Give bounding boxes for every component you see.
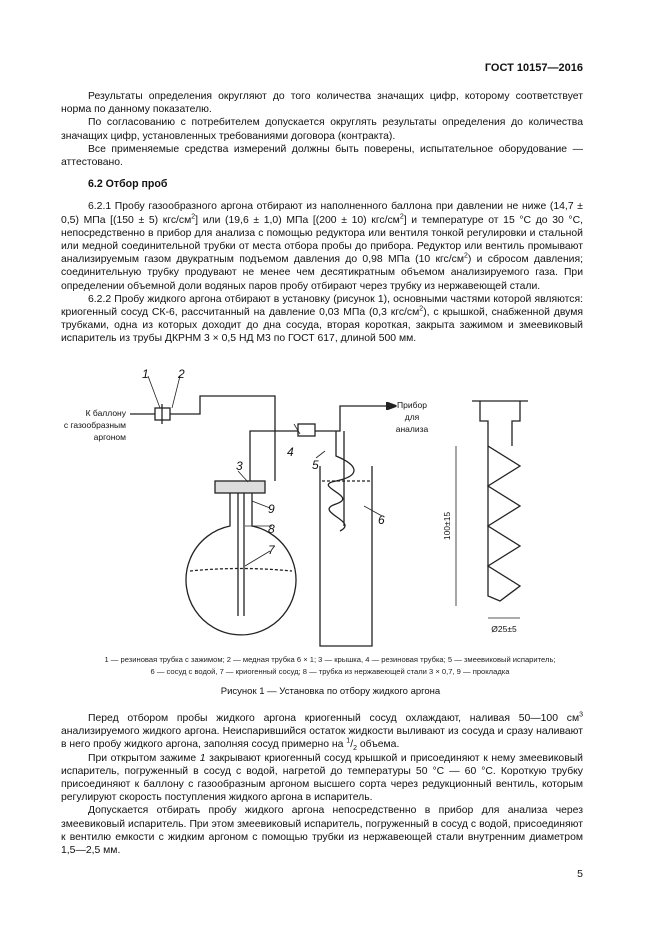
source-note: с газообразным <box>63 420 126 430</box>
paragraph-6-2-2: 6.2.2 Пробу жидкого аргона отбирают в установку (рисунок 1), основными частями которой являются: криогенный сосуд СК-6, рассчитанный на давление 0,03 МПа (0,3 кгс/$см^2$), с крышкой, снабженной двумя трубками, одна из которых доходит до дна сосуда, вторая короткая, закрыта зажимом и змеевиковый испаритель из трубы ДКРНМ 3 × 0,5 НД М3 по ГОСТ 617, длиной 500 мм. <box>61 293 584 345</box>
callout-1: 1 <box>142 367 149 381</box>
diameter-dimension: Ø25±5 <box>491 624 517 634</box>
figure-1-apparatus <box>0 366 661 651</box>
callout-5: 5 <box>312 458 319 472</box>
source-note: аргоном <box>93 432 126 442</box>
paragraph: При открытом зажиме 1 закрывают криогенный сосуд крышкой и присоединяют к нему змеевиковый испаритель, погруженный в сосуд с водой, нагретой до температуры 50 °С — 60 °С. Короткую трубку присоединяют к баллону с газообразным аргоном высшего сорта через редукционный вентиль, которым регулируют скорость поступления жидкого аргона в испаритель. <box>61 752 583 804</box>
callout-4: 4 <box>287 445 294 459</box>
paragraph: По согласованию с потребителем допускается округлять результаты определения до количества значащих цифр, установленных требованиями договора (контракта). <box>61 117 583 142</box>
callout-8: 8 <box>268 522 275 536</box>
instrument-note: Прибор <box>397 400 427 410</box>
paragraph: Перед отбором пробы жидкого аргона криогенный сосуд охлаждают, наливая 50—100 $см^3$ анализируемого жидкого аргона. Неиспарившийся остаток жидкости выливают из сосуда и сразу наливают в него пробу жидкого аргона, заполняя сосуд примерно на $^1/_2$ объема. <box>61 711 583 753</box>
paragraph: Допускается отбирать пробу жидкого аргона непосредственно в прибор для анализа через змеевиковый испаритель. При этом змеевиковый испаритель, погруженный в сосуд с водой, присоединяют к вентилю емкости с жидким аргоном с помощью трубки из нержавеющей стали внутренним диаметром 1,5—2,5 мм. <box>61 805 583 857</box>
callout-3: 3 <box>236 459 243 473</box>
callout-6: 6 <box>378 513 385 527</box>
callout-2: 2 <box>178 367 185 381</box>
source-note: К баллону <box>85 408 126 418</box>
instrument-note: анализа <box>395 424 429 434</box>
callout-7: 7 <box>268 543 275 557</box>
figure-legend: 1 — резиновая трубка с зажимом; 2 — медная трубка 6 × 1; 3 — крышка, 4 — резиновая трубка; 5 — змеевиковый испаритель; 6 — сосуд с водой, 7 — криогенный сосуд; 8 — трубка из нержавеющей стали 3 × 0,7, 9 — прокладка <box>104 655 556 676</box>
paragraph: Результаты определения округляют до того количества значащих цифр, которому соответствует норма по данному показателю. <box>61 91 583 116</box>
paragraph-6-2-1: 6.2.1 Пробу газообразного аргона отбирают из наполненного баллона при давлении не ниже (14,7 ± 0,5) МПа [(150 ± 5) кгс/$см^2$] или (19,6 ± 1,0) МПа [(200 ± 10) кгс/$см^2$] и температуре от 15 °С до 30 °С, непосредственно в прибор для анализа с помощью редуктора или вентиля тонкой регулировки и стальной или медной соединительной трубки от места отбора пробы до прибора. Редуктор или вентиль промывают анализируемым газом двукратным подъемом давления до 0,98 МПа (10 кгс/$см^2$) и сбросом давления; соединительную трубку продувают не менее чем десятикратным объемом анализируемого газа. При определении объемной доли водяных паров пробу отбирают через трубку из нержавеющей стали. <box>61 201 583 292</box>
body-text-top <box>61 90 583 346</box>
section-title: 6.2 Отбор проб <box>88 178 168 191</box>
body-text-bottom <box>61 712 583 857</box>
instrument-note: для <box>404 412 420 422</box>
paragraph: Все применяемые средства измерений должны быть поверены, испытательное оборудование — аттестовано. <box>61 143 583 169</box>
height-dimension: 100±15 <box>442 511 452 541</box>
callout-9: 9 <box>268 502 275 516</box>
page-number: 5 <box>577 868 583 880</box>
figure-caption: Рисунок 1 — Установка по отбору жидкого аргона <box>220 686 441 697</box>
standard-header: ГОСТ 10157—2016 <box>484 62 583 74</box>
